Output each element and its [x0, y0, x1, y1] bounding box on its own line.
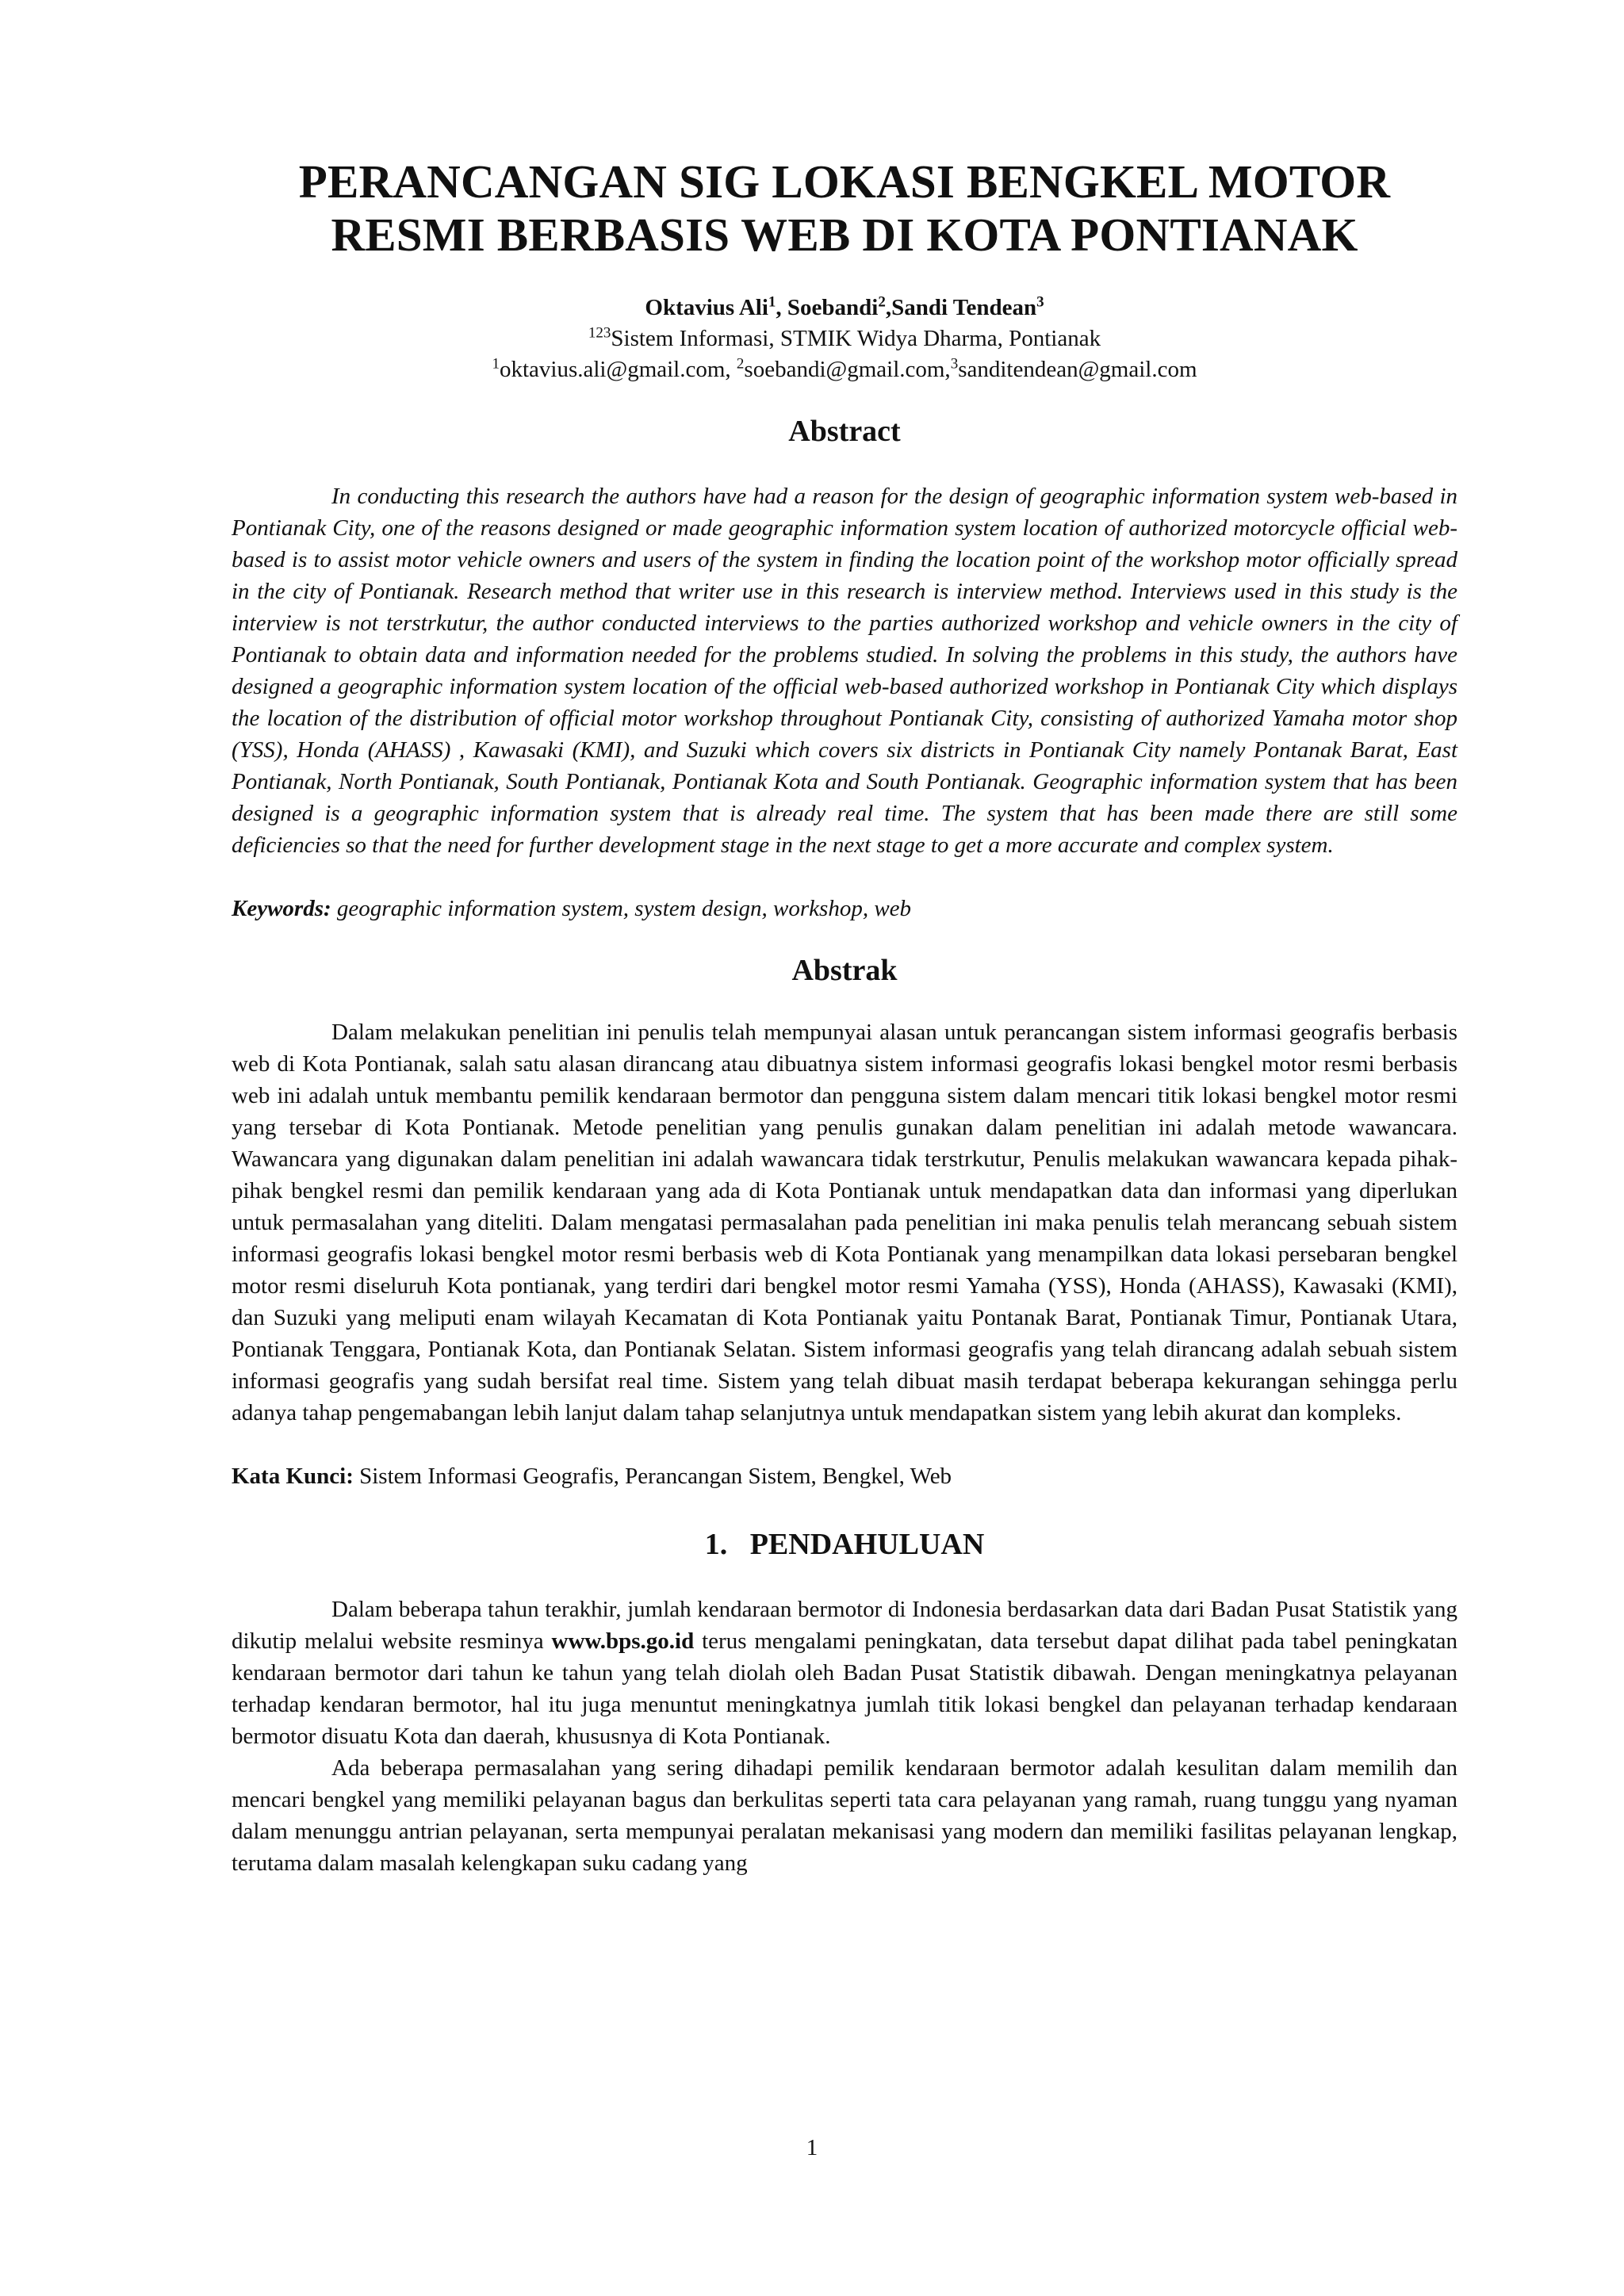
author-email: oktavius.ali@gmail.com, — [499, 357, 737, 382]
title-line-2: RESMI BERBASIS WEB DI KOTA PONTIANAK — [331, 209, 1358, 261]
author-affiliation — [232, 323, 1457, 354]
section-heading-pendahuluan: 1. PENDAHULUAN — [704, 1528, 985, 1561]
kata-kunci-text: Sistem Informasi Geografis, Perancangan Sistem, Bengkel, Web — [353, 1464, 952, 1489]
author-separator: , — [885, 295, 892, 320]
author-sup: 2 — [878, 293, 886, 311]
page-number: 1 — [806, 2135, 818, 2160]
email-sup: 3 — [950, 355, 959, 373]
kata-kunci-label: Kata Kunci: — [232, 1464, 354, 1489]
author-block — [232, 293, 1457, 385]
body-paragraph-2: Ada beberapa permasalahan yang sering dihadapi pemilik kendaraan bermotor adalah kesulitan dalam memilih dan mencari bengkel yang memiliki pelayanan bagus dan berkulitas seperti tata cara pelayanan yang ramah, ruang tunggu yang nyaman dalam menunggu antrian pelayanan, serta mempunyai peralatan mekanisasi yang modern dan memiliki fasilitas pelayanan lengkap, terutama dalam masalah kelengkapan suku cadang yang — [232, 1755, 1457, 1876]
abstrak-keywords — [232, 1460, 1457, 1492]
affiliation-sup: 123 — [588, 324, 611, 342]
abstract-text: In conducting this research the authors have had a reason for the design of geographic information system web-based in Pontianak City, one of the reasons designed or made geographic information system location of authorized motorcycle official web-based is to assist motor vehicle owners and users of the system in finding the location point of the workshop motor officially spread in the city of Pontianak. Research method that writer use in this research is interview method. Interviews used in this study is the interview is not terstrkutur, the author conducted interviews to the parties authorized workshop and vehicle owners in the city of Pontianak to obtain data and information needed for the problems studied. In solving the problems in this study, the authors have designed a geographic information system location of the official web-based authorized workshop in Pontianak City which displays the location of the distribution of official motor workshop throughout Pontianak City, consisting of authorized Yamaha motor shop (YSS), Honda (AHASS) , Kawasaki (KMI), and Suzuki which covers six districts in Pontianak City namely Pontanak Barat, East Pontianak, North Pontianak, South Pontianak, Pontianak Kota and South Pontianak. Geographic information system that has been designed is a geographic information system that is already real time. The system that has been made there are still some deficiencies so that the need for further development stage in the next stage to get a more accurate and complex system. — [232, 484, 1457, 858]
paper-page — [232, 0, 1457, 1879]
abstrak-heading: Abstrak — [791, 954, 898, 987]
bps-website-link[interactable]: www.bps.go.id — [551, 1628, 695, 1654]
author-email: sanditendean@gmail.com — [958, 357, 1197, 382]
abstract-heading: Abstract — [788, 415, 901, 448]
body-paragraph-1 — [232, 1594, 1457, 1752]
author-separator: , — [776, 295, 787, 320]
author-email: soebandi@gmail.com, — [744, 357, 951, 382]
paragraph-text: terus mengalami peningkatan, data tersebut dapat dilihat pada tabel peningkatan kendaraan bermotor dari tahun ke tahun yang telah diolah oleh Badan Pusat Statistik dibawah. Dengan meningkatnya pelayanan terhadap kendaran bermotor, hal itu juga menuntut meningkatnya jumlah titik lokasi bengkel dan pelayanan terhadap kendaraan bermotor disuatu Kota dan daerah, khususnya di Kota Pontianak. — [232, 1628, 1458, 1749]
abstrak-text: Dalam melakukan penelitian ini penulis telah mempunyai alasan untuk perancangan sistem informasi geografis berbasis web di Kota Pontianak, salah satu alasan dirancang atau dibuatnya sistem informasi geografis lokasi bengkel motor resmi berbasis web ini adalah untuk membantu pemilik kendaraan bermotor dan pengguna sistem dalam mencari titik lokasi bengkel motor resmi yang tersebar di Kota Pontianak. Metode penelitian yang penulis gunakan dalam penelitian ini adalah metode wawancara. Wawancara yang digunakan dalam penelitian ini adalah wawancara tidak terstrkutur, Penulis melakukan wawancara kepada pihak-pihak bengkel resmi dan pemilik kendaraan yang ada di Kota Pontianak untuk mendapatkan data dan informasi yang diperlukan untuk permasalahan yang diteliti. Dalam mengatasi permasalahan pada penelitian ini maka penulis telah merancang sebuah sistem informasi geografis lokasi bengkel motor resmi berbasis web di Kota Pontianak yang menampilkan data lokasi persebaran bengkel motor resmi diseluruh Kota pontianak, yang terdiri dari bengkel motor resmi Yamaha (YSS), Honda (AHASS), Kawasaki (KMI), dan Suzuki yang meliputi enam wilayah Kecamatan di Kota Pontianak yaitu Pontanak Barat, Pontianak Timur, Pontianak Utara, Pontianak Tenggara, Pontianak Kota, dan Pontianak Selatan. Sistem informasi geografis yang telah dirancang adalah sebuah sistem informasi geografis yang sudah bersifat real time. Sistem yang telah dibuat masih terdapat beberapa kekurangan sehingga perlu adanya tahap pengemabangan lebih lanjut dalam tahap selanjutnya untuk mendapatkan sistem yang lebih akurat dan kompleks. — [232, 1020, 1457, 1425]
author-name: Sandi Tendean — [891, 295, 1037, 320]
paper-title — [232, 155, 1457, 262]
author-sup: 1 — [768, 293, 776, 311]
author-emails — [232, 354, 1457, 385]
author-name: Soebandi — [787, 295, 879, 320]
author-sup: 3 — [1036, 293, 1044, 311]
paragraph-text: Dalam beberapa tahun terakhir, jumlah kendaraan bermotor di Indonesia berdasarkan data dari Badan Pusat Statistik yang dikutip melalui website resminya — [232, 1597, 1457, 1654]
abstract-keywords — [232, 893, 1457, 924]
author-names — [232, 293, 1457, 323]
keywords-label: Keywords: — [232, 896, 331, 921]
email-sup: 2 — [736, 355, 745, 373]
affiliation-text: Sistem Informasi, STMIK Widya Dharma, Pontianak — [611, 326, 1101, 351]
author-name: Oktavius Ali — [645, 295, 768, 320]
title-line-1: PERANCANGAN SIG LOKASI BENGKEL MOTOR — [298, 155, 1391, 208]
keywords-text: geographic information system, system design, workshop, web — [331, 896, 912, 921]
email-sup: 1 — [492, 355, 500, 373]
